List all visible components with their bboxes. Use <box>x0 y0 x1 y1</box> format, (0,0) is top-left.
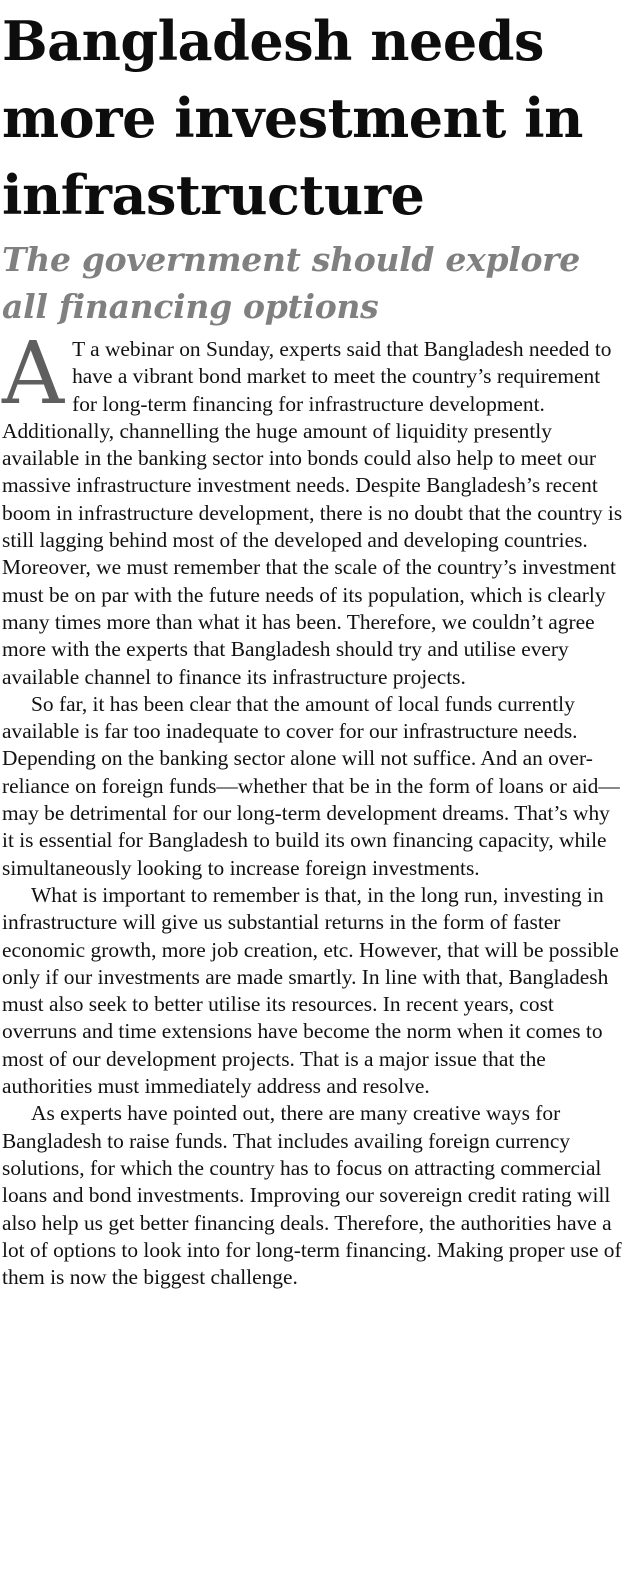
article-subhead: The government should explore all financing options <box>2 240 580 326</box>
paragraph-4: As experts have pointed out, there are many creative ways for Bangladesh to raise funds. That includes availing foreign currency solutions, for which the country has to focus on attracting commercial loans and bond investments. Improving our sovereign credit rating will also help us get better financing deals. Therefore, the authorities have a lot of options to look into for long-term financing. Making proper use of them is now the biggest challenge. <box>2 1101 622 1290</box>
paragraph-3: What is important to remember is that, in the long run, investing in infrastructure will give us substantial returns in the form of faster economic growth, more job creation, etc. However, that will be possible only if our investments are made smartly. In line with that, Bangladesh must also seek to better utilise its resources. In recent years, cost overruns and time extensions have become the norm when it comes to most of our development projects. That is a major issue that the authorities must immediately address and resolve. <box>2 882 619 1099</box>
article-headline: Bangladesh needs more investment in infrastructure <box>2 9 583 227</box>
paragraph-1-text: T a webinar on Sunday, experts said that Bangladesh needed to have a vibrant bond market to meet the country’s requirement for long-term financing for infrastructure development. Additionally, channelling the huge amount of liquidity presently available in the banking sector into bonds could also help to meet our massive infrastructure investment needs. Despite Bangladesh’s recent boom in infrastructure development, there is no doubt that the country is still lagging behind most of the developed and developing countries. Moreover, we must remember that the scale of the country’s investment must be on par with the future needs of its population, which is clearly many times more than what it has been. Therefore, we couldn’t agree more with the experts that Bangladesh should try and utilise every available channel to finance its infrastructure projects. <box>2 337 623 689</box>
paragraph-2: So far, it has been clear that the amount of local funds currently available is far too inadequate to cover for our infrastructure needs. Depending on the banking sector alone will not suffice. And an over-reliance on foreign funds—whether that be in the form of loans or aid—may be detrimental for our long-term development dreams. That’s why it is essential for Bangladesh to build its own financing capacity, while simultaneously looking to increase foreign investments. <box>2 691 620 880</box>
drop-cap: A <box>2 324 65 424</box>
article-body <box>2 324 623 1291</box>
paragraph-1 <box>2 324 623 691</box>
